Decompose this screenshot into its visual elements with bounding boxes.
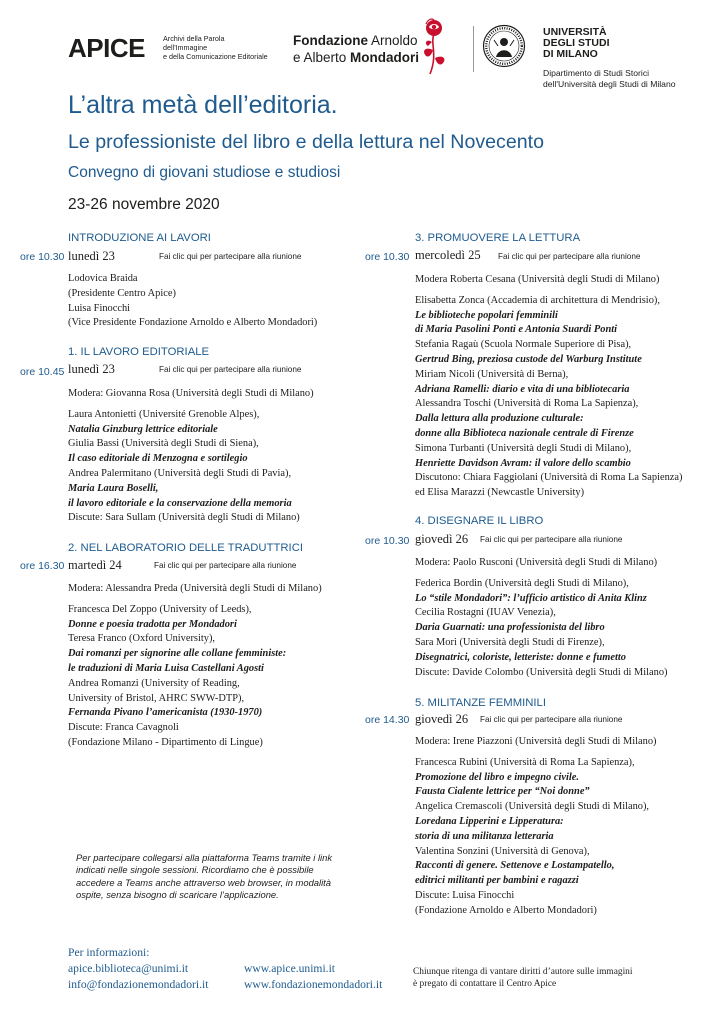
join-meeting-link[interactable]: Fai clic qui per partecipare alla riunione (480, 715, 623, 724)
paper-title: Racconti di genere. Settenove e Lostampatello, (415, 860, 615, 872)
paper-title: Fernanda Pivano l’americanista (1930-1970) (68, 707, 263, 719)
teams-access-note: Per partecipare collegarsi alla piattaforma Teams tramite i link indicati nelle singole sessioni. Ricordiamo che è possibile accedere a Teams anche attraverso web browser, in modalità ospite, senza bisogno di scaricare l’applicazione. (76, 852, 333, 901)
speaker-line: Sara Mori (Università degli Studi di Firenze), (415, 636, 605, 648)
university-name: UNIVERSITÀ DEGLI STUDI DI MILANO (543, 26, 610, 60)
session-body (68, 272, 317, 331)
rose-logo-icon (414, 16, 454, 76)
fondazione-logo-text: Fondazione Arnoldo e Alberto Mondadori (293, 33, 420, 65)
speaker-line: (Vice Presidente Fondazione Arnoldo e Alberto Mondadori) (68, 317, 318, 329)
session-day: mercoledì 25 (415, 248, 481, 262)
join-meeting-link[interactable]: Fai clic qui per partecipare alla riunione (154, 561, 297, 570)
paper-title: le traduzioni di Maria Luisa Castellani Agosti (68, 662, 264, 674)
session-day: lunedì 23 (68, 362, 115, 376)
speaker-line: Andrea Romanzi (University of Reading, (68, 677, 240, 689)
speaker-line: University of Bristol, AHRC SWW-DTP), (68, 692, 245, 704)
paper-title: Lo “stile Mondadori”: l’ufficio artistico di Anita Klinz (415, 592, 647, 604)
session-time: ore 14.30 (365, 714, 410, 726)
paper-title: di Maria Pasolini Ponti e Antonia Suardi Ponti (415, 324, 617, 336)
session-body (68, 582, 322, 751)
join-meeting-link[interactable]: Fai clic qui per partecipare alla riunione (159, 252, 302, 261)
join-meeting-link[interactable]: Fai clic qui per partecipare alla riunione (159, 365, 302, 374)
speaker-line: Discutono: Chiara Faggiolani (Università di Roma La Sapienza) (415, 472, 683, 484)
paper-title: storia di una militanza letteraria (415, 830, 554, 842)
speaker-line: Angelica Cremascoli (Università degli Studi di Milano), (415, 801, 650, 813)
session-heading: 1. IL LAVORO EDITORIALE (68, 346, 210, 358)
session-heading: INTRODUZIONE AI LAVORI (68, 232, 211, 244)
session-body (68, 387, 314, 526)
speaker-line: Discute: Luisa Finocchi (415, 889, 515, 901)
speaker-line: Federica Bordin (Università degli Studi di Milano), (415, 577, 629, 589)
paper-title: Donne e poesia tradotta per Mondadori (68, 618, 237, 630)
join-meeting-link[interactable]: Fai clic qui per partecipare alla riunione (480, 535, 623, 544)
session-body (415, 735, 657, 919)
paper-title: Disegnatrici, coloriste, letteriste: donne e fumetto (415, 651, 626, 663)
event-dates: 23-26 novembre 2020 (68, 196, 220, 213)
session-heading: 3. PROMUOVERE LA LETTURA (415, 232, 581, 244)
paper-title: editrici militanti per bambini e ragazzi (415, 875, 579, 887)
speaker-line: Giulia Bassi (Università degli Studi di Siena), (68, 438, 259, 450)
email-link-fondazione[interactable]: info@fondazionemondadori.it (68, 978, 209, 991)
speaker-line: Stefania Ragaù (Scuola Normale Superiore di Pisa), (415, 339, 632, 351)
speaker-line: Valentina Sonzini (Università di Genova), (415, 845, 590, 857)
paper-title: Maria Laura Boselli, (68, 482, 159, 494)
speaker-line: ed Elisa Marazzi (Newcastle University) (415, 487, 585, 499)
speaker-line: Cecilia Rostagni (IUAV Venezia), (415, 607, 556, 619)
speaker-line: Discute: Davide Colombo (Università degli Studi di Milano) (415, 666, 668, 678)
university-seal-icon (482, 24, 526, 68)
session-day: giovedì 26 (415, 532, 469, 546)
speaker-line: Modera Roberta Cesana (Università degli Studi di Milano) (415, 274, 660, 285)
speaker-line: Alessandra Toschi (Università di Roma La Sapienza), (415, 398, 639, 410)
event-tagline: Convegno di giovani studiose e studiosi (68, 164, 341, 181)
paper-title: Dai romanzi per signorine alle collane femministe: (68, 648, 287, 660)
paper-title: Natalia Ginzburg lettrice editoriale (68, 423, 218, 435)
speaker-line: Andrea Palermitano (Università degli Studi di Pavia), (68, 467, 292, 479)
speaker-line: Elisabetta Zonca (Accademia di architettura di Mendrisio), (415, 294, 660, 306)
paper-title: Loredana Lipperini e Lipperatura: (415, 815, 564, 827)
apice-subtitle: Archivi della Parola dell'Immagine e della Comunicazione Editoriale (163, 34, 268, 61)
paper-title: Fausta Cialente lettrice per “Noi donne” (415, 786, 590, 798)
speaker-line: Luisa Finocchi (68, 302, 131, 314)
department-name: Dipartimento di Studi Storici dell'Università degli Studi di Milano (543, 68, 676, 89)
join-meeting-link[interactable]: Fai clic qui per partecipare alla riunione (498, 252, 641, 261)
speaker-line: Francesca Del Zoppo (University of Leeds), (68, 603, 252, 615)
session-time: ore 10.30 (365, 251, 410, 263)
speaker-line: Modera: Giovanna Rosa (Università degli Studi di Milano) (68, 388, 314, 399)
paper-title: Il caso editoriale di Menzogna e sortilegio (68, 453, 248, 465)
paper-title: Dalla lettura alla produzione culturale: (415, 413, 584, 425)
session-day: lunedì 23 (68, 249, 115, 263)
website-link-fondazione[interactable]: www.fondazionemondadori.it (244, 978, 383, 991)
paper-title: donne alla Biblioteca nazionale centrale di Firenze (415, 427, 634, 439)
session-heading: 5. MILITANZE FEMMINILI (415, 697, 546, 709)
speaker-line: Simona Turbanti (Università degli Studi di Milano), (415, 442, 632, 454)
session-heading: 2. NEL LABORATORIO DELLE TRADUTTRICI (68, 542, 303, 554)
speaker-line: (Fondazione Milano - Dipartimento di Lingue) (68, 736, 263, 748)
session-body (415, 273, 683, 501)
speaker-line: Teresa Franco (Oxford University), (68, 633, 216, 645)
paper-title: Le biblioteche popolari femminili (415, 309, 558, 321)
session-time: ore 10.45 (20, 366, 65, 378)
paper-title: Daria Guarnati: una professionista del libro (415, 622, 605, 634)
speaker-line: (Fondazione Arnoldo e Alberto Mondadori) (415, 904, 597, 916)
page-subtitle: Le professioniste del libro e della lettura nel Novecento (68, 131, 544, 153)
session-body (415, 556, 668, 680)
info-heading: Per informazioni: (68, 946, 150, 959)
apice-logo: APICE (68, 33, 145, 63)
session-day: martedì 24 (68, 558, 122, 572)
speaker-line: Miriam Nicoli (Università di Berna), (415, 368, 569, 380)
session-time: ore 16.30 (20, 560, 65, 572)
paper-title: Adriana Ramelli: diario e vita di una bibliotecaria (415, 383, 630, 395)
email-link-apice[interactable]: apice.biblioteca@unimi.it (68, 962, 189, 975)
speaker-line: Modera: Irene Piazzoni (Università degli Studi di Milano) (415, 736, 657, 747)
session-heading: 4. DISEGNARE IL LIBRO (415, 515, 544, 527)
website-link-apice[interactable]: www.apice.unimi.it (244, 962, 336, 975)
paper-title: Promozione del libro e impegno civile. (415, 771, 579, 783)
paper-title: Henriette Davidson Avram: il valore dello scambio (415, 457, 631, 469)
speaker-line: Laura Antonietti (Université Grenoble Alpes), (68, 408, 260, 420)
session-time: ore 10.30 (365, 535, 410, 547)
speaker-line: Francesca Rubini (Università di Roma La Sapienza), (415, 756, 635, 768)
paper-title: il lavoro editoriale e la conservazione della memoria (68, 497, 292, 509)
session-time: ore 10.30 (20, 251, 65, 263)
copyright-notice: Chiunque ritenga di vantare diritti d’autore sulle immagini è pregato di contattare il Centro Apice (413, 967, 633, 990)
speaker-line: Modera: Alessandra Preda (Università degli Studi di Milano) (68, 583, 322, 594)
session-day: giovedì 26 (415, 712, 469, 726)
speaker-line: Discute: Sara Sullam (Università degli Studi di Milano) (68, 512, 300, 524)
paper-title: Gertrud Bing, preziosa custode del Warburg Institute (415, 353, 642, 365)
page-title: L’altra metà dell’editoria. (68, 91, 338, 119)
speaker-line: Modera: Paolo Rusconi (Università degli Studi di Milano) (415, 557, 658, 568)
speaker-line: (Presidente Centro Apice) (68, 287, 176, 299)
logo-divider (473, 26, 474, 72)
speaker-line: Discute: Franca Cavagnoli (68, 722, 179, 734)
speaker-line: Lodovica Braida (68, 273, 138, 284)
